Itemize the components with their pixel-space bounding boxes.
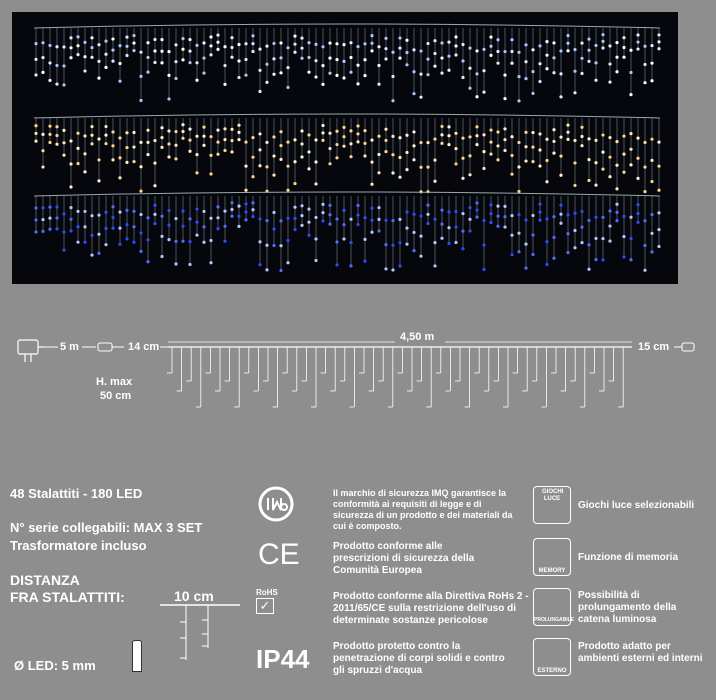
icicle-lights-image	[12, 12, 678, 284]
led-bulb-icon	[132, 640, 142, 672]
rohs-text: Prodotto conforme alla Direttiva RoHs 2 - 2011/65/CE sulla restrizione dell'uso di determinate sostanze pericolose	[333, 591, 529, 626]
esterno-text: Prodotto adatto per ambienti esterni ed interni	[578, 641, 703, 664]
esterno-label: ESTERNO	[537, 668, 567, 674]
height-label: H. max	[96, 376, 133, 388]
rohs-icon: RoHS ✓	[256, 588, 284, 616]
memory-text: Funzione di memoria	[578, 552, 679, 563]
height-value: 50 cm	[100, 390, 132, 402]
cable-length-2: 14 cm	[128, 341, 160, 353]
ip44-text: Prodotto protetto contro la penetrazione di corpi solidi e contro gli spruzzi d'acqua	[333, 641, 505, 676]
led-diameter: Ø LED: 5 mm	[14, 658, 96, 673]
icicle-diagram-drawing	[0, 300, 716, 450]
prolungabile-icon	[533, 588, 574, 626]
distance-heading-2: FRA STALATTITI:	[10, 589, 125, 605]
cable-length-3: 15 cm	[638, 341, 670, 353]
series-count: N° serie collegabili: MAX 3 SET	[10, 520, 203, 535]
ce-text: Prodotto conforme alle prescrizioni di sicurezza della Comunità Europea	[333, 541, 475, 576]
imq-icon	[256, 484, 296, 524]
ip44-icon: IP44	[256, 644, 310, 674]
spacing-drawing	[150, 600, 250, 690]
plug-icon	[18, 340, 44, 362]
product-photo	[12, 12, 678, 284]
stalactites-count: 48 Stalattiti - 180 LED	[10, 486, 143, 501]
memory-label: MEMORY	[538, 568, 566, 574]
prolungabile-label: PROLUNGABILE	[534, 617, 574, 623]
dimension-diagram	[0, 300, 716, 450]
rohs-mark: RoHS	[256, 588, 278, 597]
esterno-icon	[533, 638, 571, 676]
imq-text: Il marchio di sicurezza IMQ garantisce la conformità ai requisiti di legge e di sicurezza di un prodotto e dei materiali da cui è composto.	[333, 488, 513, 531]
giochi-luce-label: GIOCHI LUCE	[542, 489, 564, 502]
spacing-value: 10 cm	[174, 588, 214, 604]
giochi-luce-icon	[533, 486, 571, 524]
ce-icon: CE	[258, 538, 300, 571]
prolungabile-text: Possibilità di prolungamento della catena luminosa	[578, 590, 677, 625]
end-connector-icon	[682, 343, 694, 351]
transformer-note: Trasformatore incluso	[10, 538, 147, 553]
distance-heading-1: DISTANZA	[10, 572, 80, 588]
cable-length-1: 5 m	[60, 341, 79, 353]
string-length: 4,50 m	[400, 331, 435, 343]
memory-icon	[533, 538, 571, 576]
connector-icon	[98, 343, 124, 351]
giochi-luce-text: Giochi luce selezionabili	[578, 500, 695, 511]
